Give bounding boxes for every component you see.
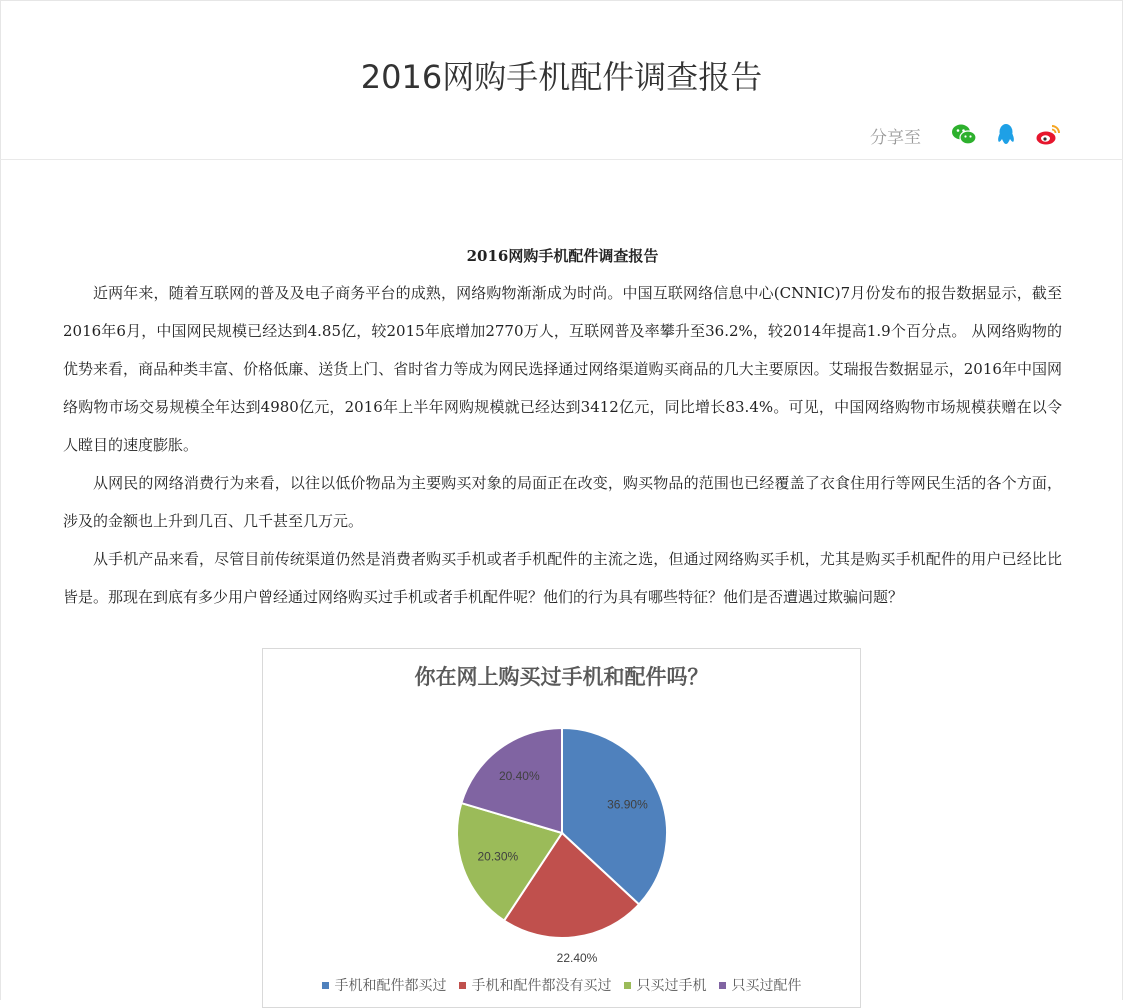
legend-swatch: [322, 982, 329, 989]
legend-label: 手机和配件都买过: [334, 978, 447, 994]
chart-title: 你在网上购买过手机和配件吗？: [414, 665, 709, 689]
page-header: [0, 0, 1123, 160]
legend-item: [719, 975, 802, 995]
qq-icon[interactable]: [993, 122, 1019, 148]
pie-data-label: 36.90%: [607, 797, 648, 812]
article-paragraph-2: 从网民的网络消费行为来看，以往以低价物品为主要购买对象的局面正在改变，购买物品的范围也已经覆盖了衣食住用行等网民生活的各个方面，涉及的金额也上升到几百、几千甚至几万元。: [63, 474, 1062, 530]
article-title: 2016网购手机配件调查报告: [466, 247, 659, 265]
chart-legend: [263, 975, 860, 995]
legend-swatch: [624, 982, 631, 989]
share-bar: [870, 120, 1061, 150]
legend-label: 只买过手机: [636, 978, 707, 994]
legend-label: 只买过配件: [731, 978, 802, 994]
legend-label: 手机和配件都没有买过: [471, 978, 612, 994]
legend-item: [459, 975, 612, 995]
legend-swatch: [719, 982, 726, 989]
legend-item: [322, 975, 447, 995]
legend-item: [624, 975, 707, 995]
weibo-icon[interactable]: [1035, 122, 1061, 148]
legend-swatch: [459, 982, 466, 989]
pie-chart: [263, 649, 860, 969]
pie-data-label: 22.40%: [556, 951, 598, 966]
article-body: [63, 238, 1062, 616]
pie-data-label: 20.40%: [498, 768, 540, 783]
article-paragraph-1: 近两年来，随着互联网的普及及电子商务平台的成熟，网络购物渐渐成为时尚。中国互联网络信息中心(CNNIC)7月份发布的报告数据显示，截至2016年6月，中国网民规模已经达到4.85亿，较2015年底增加2770万人，互联网普及率攀升至36.2%，较2014年提高1.9个百分点。 从网络购物的优势来看，商品种类丰富、价格低廉、送货上门、省时省力等成为网民选择通过网络渠道购买商品的几大主要原因。艾瑞报告数据显示，2016年中国网络购物市场交易规模全年达到4980亿元，2016年上半年网购规模就已经达到3412亿元，同比增长83.4%。可见，中国网络购物市场规模获赠在以令人瞠目的速度膨胀。: [63, 284, 1062, 454]
pie-data-label: 20.30%: [477, 849, 519, 864]
share-label: 分享至: [870, 127, 921, 148]
article-paragraph-3: 从手机产品来看，尽管目前传统渠道仍然是消费者购买手机或者手机配件的主流之选，但通过网络购买手机，尤其是购买手机配件的用户已经比比皆是。那现在到底有多少用户曾经通过网络购买过手机或者手机配件呢？他们的行为具有哪些特征？他们是否遭遇过欺骗问题？: [63, 550, 1062, 606]
wechat-icon[interactable]: [951, 122, 977, 148]
page-title: 2016网购手机配件调查报告: [360, 58, 763, 96]
pie-chart-figure: [262, 648, 861, 1008]
